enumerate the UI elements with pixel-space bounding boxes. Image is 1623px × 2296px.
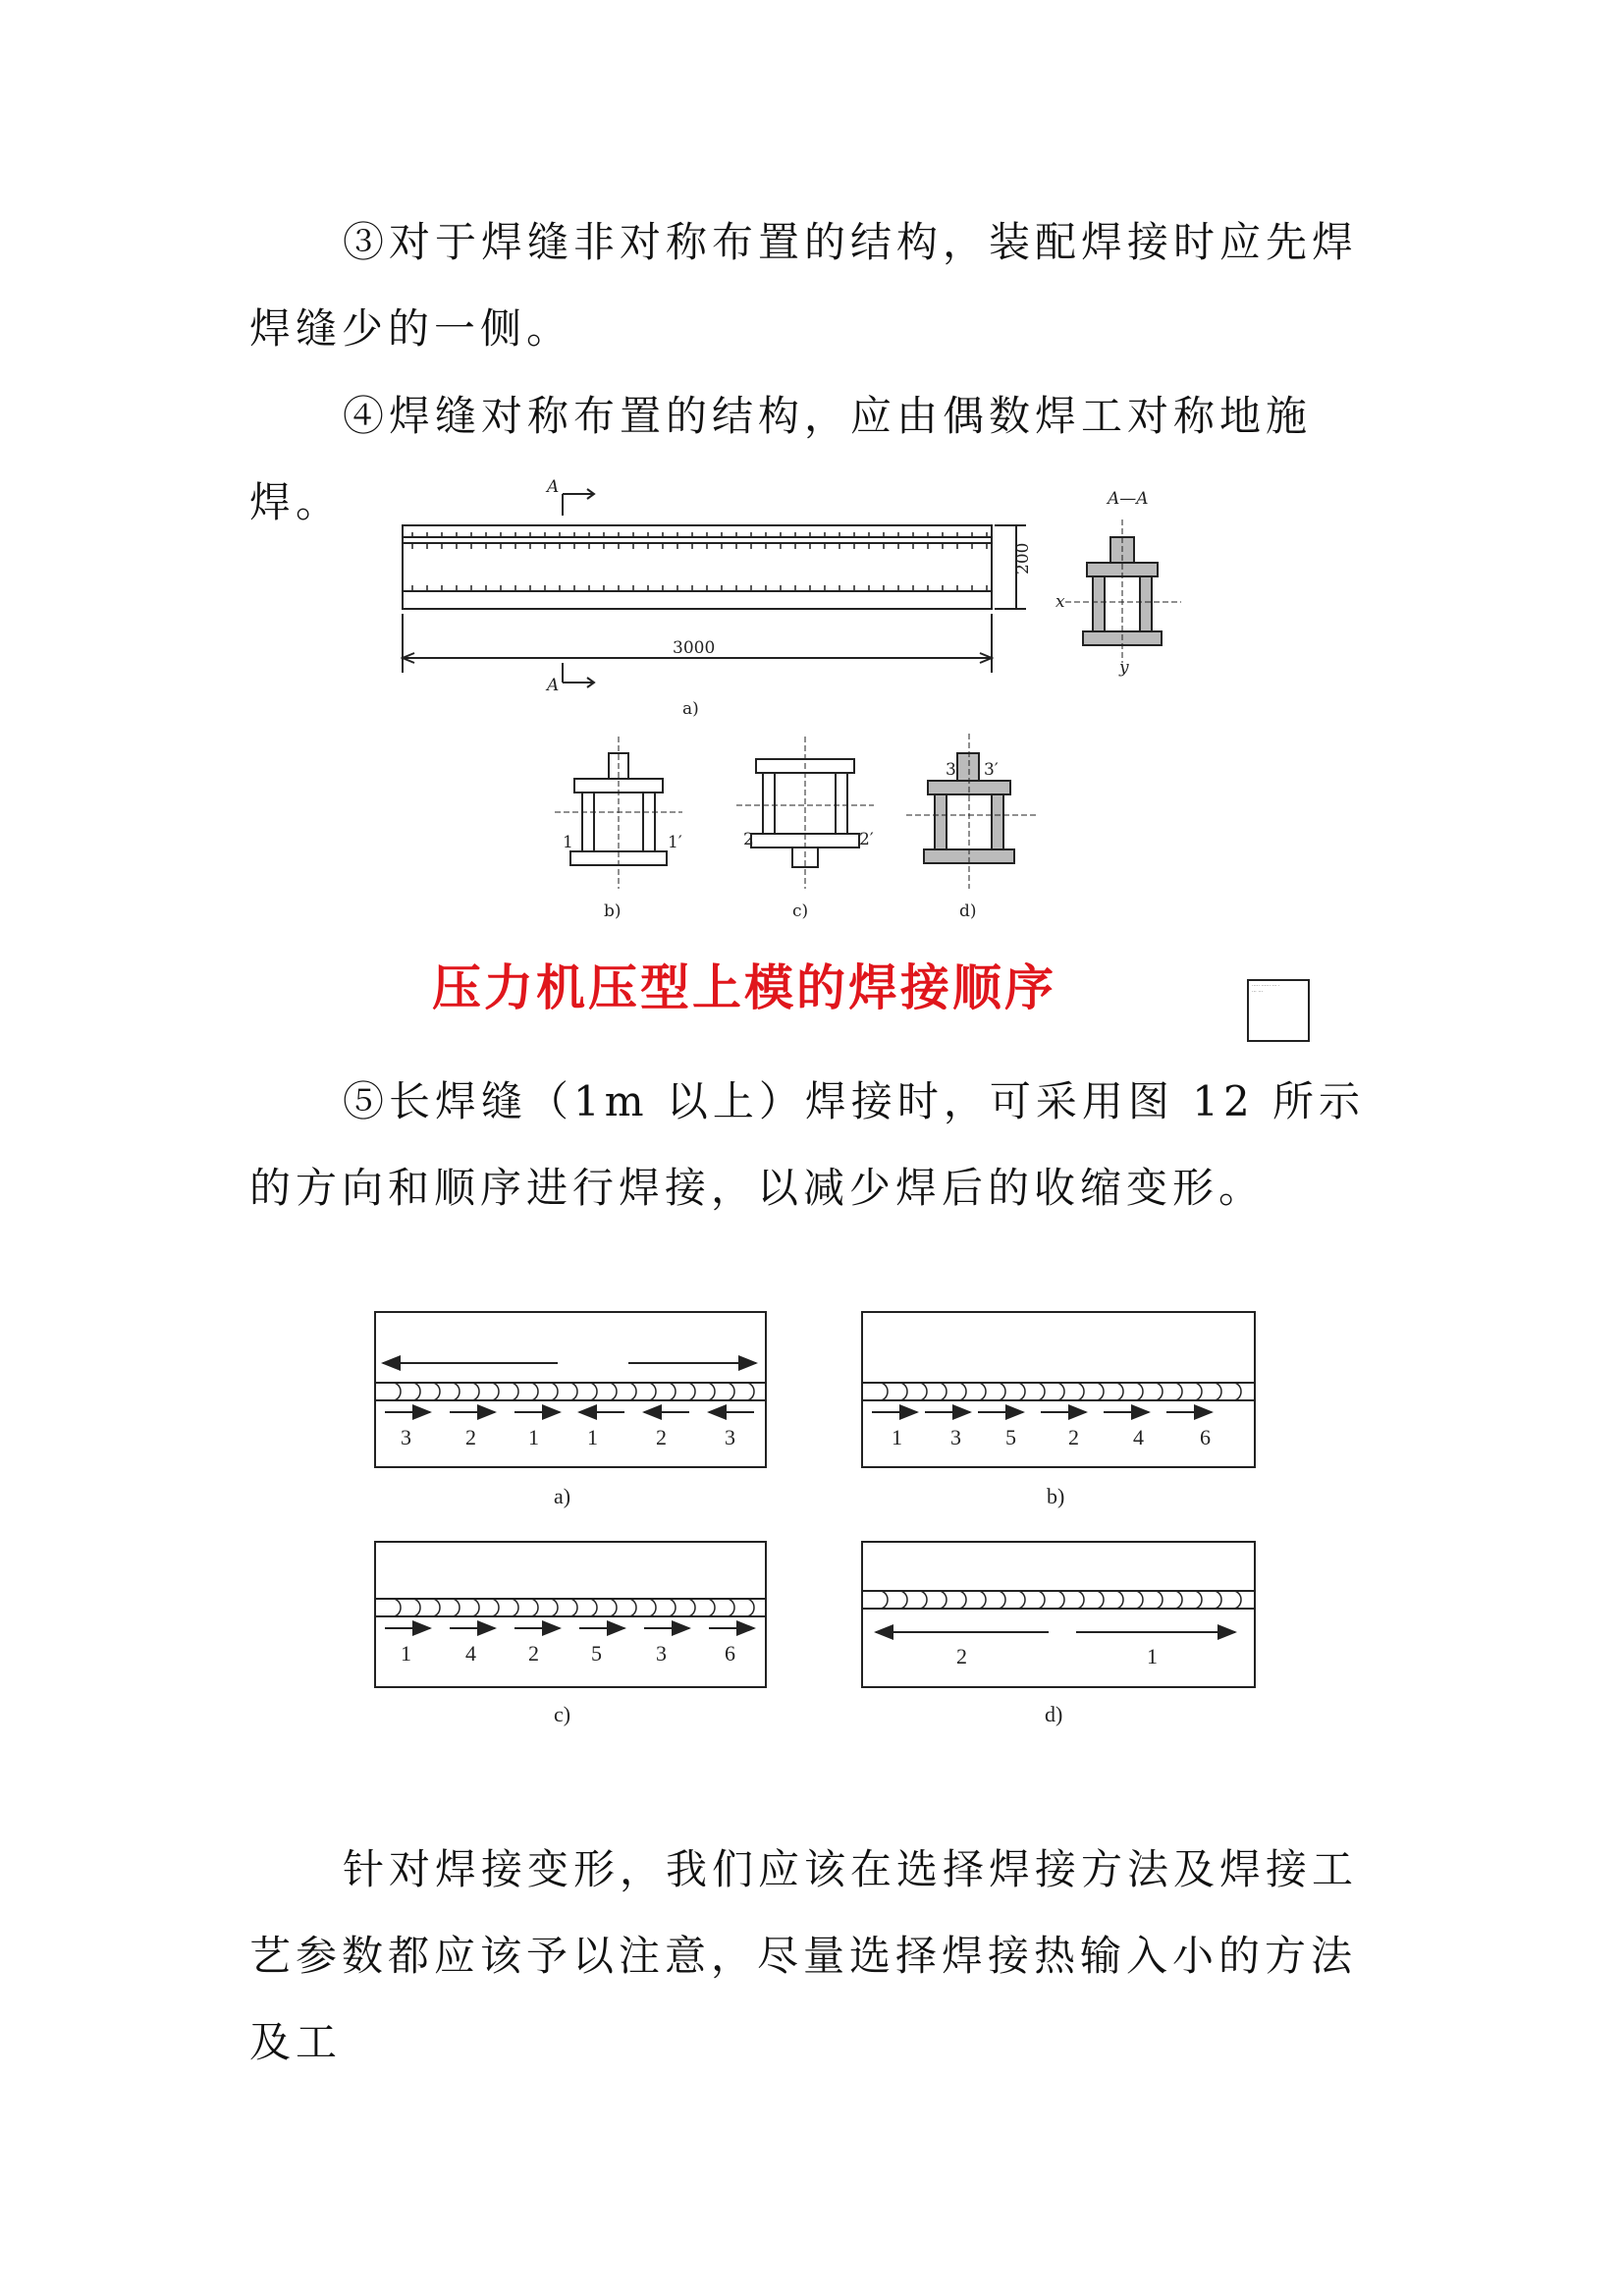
panel-c-number: 6 xyxy=(725,1641,735,1666)
panel-b-number: 5 xyxy=(1005,1425,1016,1449)
panel-a-number: 3 xyxy=(401,1425,411,1449)
marker-bottom: A xyxy=(547,676,560,695)
seam-b-right: 1′ xyxy=(668,833,682,852)
panel-b-number: 6 xyxy=(1200,1425,1211,1449)
figure-press-die xyxy=(388,476,1213,938)
seam-d-left: 3 xyxy=(946,760,956,780)
figure-long-weld xyxy=(371,1304,1274,1756)
seam-d-right: 3′ xyxy=(984,760,999,780)
panel-c-number: 5 xyxy=(591,1641,602,1666)
paragraph-item-5 xyxy=(249,1059,1388,1231)
panel-d-number: 2 xyxy=(956,1644,967,1668)
panel-a-number: 3 xyxy=(725,1425,735,1449)
panel-a-number: 1 xyxy=(528,1425,539,1449)
seam-c-right: 2′ xyxy=(859,830,874,849)
paragraph-5-text: ⑤长焊缝（1m 以上）焊接时，可采用图 12 所示的方向和顺序进行焊接，以减少焊后的收缩变形。 xyxy=(249,1077,1366,1212)
section-label: A—A xyxy=(1108,489,1149,509)
dimension-height: 200 xyxy=(1013,542,1033,574)
panel-b-number: 1 xyxy=(892,1425,902,1449)
panel-d-number: 1 xyxy=(1147,1644,1158,1668)
thumbnail-text: ····· ······ ··· · ··· ··· xyxy=(1252,983,1280,995)
figure-long-weld-drawing xyxy=(371,1304,1274,1756)
seam-b-left: 1 xyxy=(563,833,573,852)
panel-c-number: 4 xyxy=(465,1641,476,1666)
axis-x-label: x xyxy=(1055,592,1065,612)
panel-b-number: 4 xyxy=(1133,1425,1144,1449)
dimension-length: 3000 xyxy=(673,638,716,658)
paragraph-4-text: ④焊缝对称布置的结构，应由偶数焊工对称地施焊。 xyxy=(249,392,1313,526)
panel-a-number: 2 xyxy=(465,1425,476,1449)
paragraph-item-6 xyxy=(249,1827,1388,2086)
panel-a-number: 1 xyxy=(587,1425,598,1449)
panel-b-number: 2 xyxy=(1068,1425,1079,1449)
axis-y-label: y xyxy=(1119,658,1129,678)
panel-a-label: a) xyxy=(554,1484,571,1508)
paragraph-item-3 xyxy=(249,199,1388,372)
paragraph-6-text: 针对焊接变形，我们应该在选择焊接方法及焊接工艺参数都应该予以注意，尽量选择焊接热输入小的方法及工 xyxy=(249,1845,1359,2066)
label-b: b) xyxy=(604,902,622,921)
panel-b-number: 3 xyxy=(950,1425,961,1449)
panel-d-label: d) xyxy=(1045,1702,1063,1726)
thumbnail-frame xyxy=(1247,979,1310,1042)
panel-c-number: 1 xyxy=(401,1641,411,1666)
panel-c-number: 2 xyxy=(528,1641,539,1666)
label-d: d) xyxy=(959,902,977,921)
panel-c-number: 3 xyxy=(656,1641,667,1666)
seam-c-left: 2 xyxy=(743,830,754,849)
panel-b-label: b) xyxy=(1047,1484,1065,1508)
figure-press-die-caption: 压力机压型上模的焊接顺序 xyxy=(432,959,1056,1016)
label-c: c) xyxy=(792,902,809,921)
panel-c-label: c) xyxy=(554,1702,571,1726)
marker-top: A xyxy=(547,477,560,497)
figure-press-die-drawing xyxy=(388,476,1213,938)
label-a: a) xyxy=(682,699,699,719)
panel-a-number: 2 xyxy=(656,1425,667,1449)
paragraph-3-text: ③对于焊缝非对称布置的结构，装配焊接时应先焊焊缝少的一侧。 xyxy=(249,218,1359,353)
